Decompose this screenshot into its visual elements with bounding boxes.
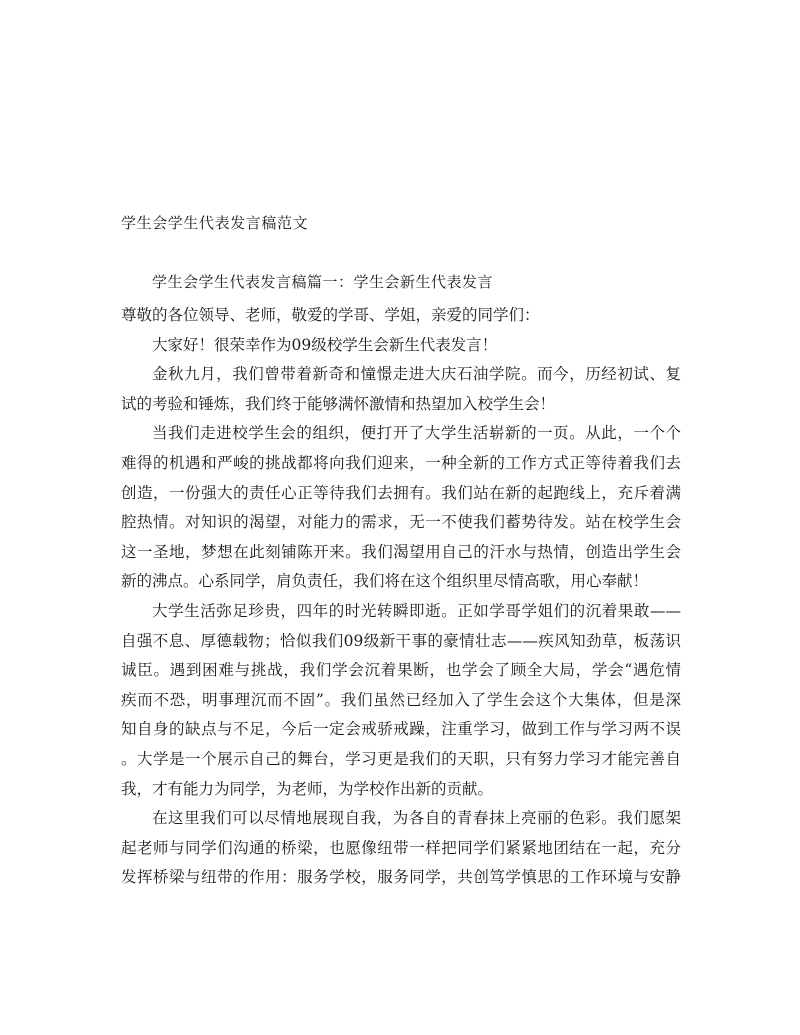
paragraph-line: 在这里我们可以尽情地展现自我，为各自的青春抹上亮丽的色彩。我们愿架: [152, 809, 681, 828]
paragraph-line: 知自身的缺点与不足，今后一定会戒骄戒躁，注重学习，做到工作与学习两不误: [121, 720, 681, 739]
paragraph-line: 自强不息、厚德载物；恰似我们09级新干事的豪情壮志——疾风知劲草，板荡识: [121, 631, 681, 650]
paragraph-line: 发挥桥梁与纽带的作用：服务学校，服务同学，共创笃学慎思的工作环境与安静: [121, 868, 681, 887]
paragraph-line: 试的考验和锤炼，我们终于能够满怀激情和热望加入校学生会！: [121, 394, 556, 413]
paragraph-line: 起老师与同学们沟通的桥梁，也愿像纽带一样把同学们紧紧地团结在一起，充分: [121, 838, 681, 857]
section-heading: 学生会学生代表发言稿篇一：学生会新生代表发言: [152, 273, 494, 291]
paragraph-line: 诚臣。遇到困难与挑战，我们学会沉着果断，也学会了顾全大局，学会“遇危情: [121, 661, 681, 680]
salutation-line: 尊敬的各位领导、老师，敬爱的学哥、学姐，亲爱的同学们：: [121, 306, 540, 324]
paragraph-line: 当我们走进校学生会的组织，便打开了大学生活崭新的一页。从此，一个个: [152, 424, 681, 443]
paragraph-line: 难得的机遇和严峻的挑战都将向我们迎来，一种全新的工作方式正等待着我们去: [121, 453, 681, 472]
document-body: [121, 301, 681, 893]
paragraph-line: 大家好！很荣幸作为09级校学生会新生代表发言！: [152, 335, 498, 354]
paragraph-line: 这一圣地，梦想在此刻铺陈开来。我们渴望用自己的汗水与热情，创造出学生会: [121, 542, 681, 561]
paragraph-line: 疾而不恐，明事理沉而不固”。我们虽然已经加入了学生会这个大集体，但是深: [121, 690, 681, 709]
paragraph-line: 创造，一份强大的责任心正等待我们去拥有。我们站在新的起跑线上，充斥着满: [121, 483, 681, 502]
document-title: 学生会学生代表发言稿范文: [121, 214, 309, 232]
paragraph-line: 新的沸点。心系同学，肩负责任，我们将在这个组织里尽情高歌，用心奉献！: [121, 572, 649, 591]
paragraph-line: 大学生活弥足珍贵，四年的时光转瞬即逝。正如学哥学姐们的沉着果敢——: [152, 601, 681, 620]
paragraph-line: 。大学是一个展示自己的舞台，学习更是我们的天职，只有努力学习才能完善自: [121, 749, 681, 768]
paragraph-line: 我，才有能力为同学，为老师，为学校作出新的贡献。: [121, 779, 494, 798]
paragraph-line: 腔热情。对知识的渴望，对能力的需求，无一不使我们蓄势待发。站在校学生会: [121, 513, 681, 532]
paragraph-line: 金秋九月，我们曾带着新奇和憧憬走进大庆石油学院。而今，历经初试、复: [152, 365, 681, 384]
